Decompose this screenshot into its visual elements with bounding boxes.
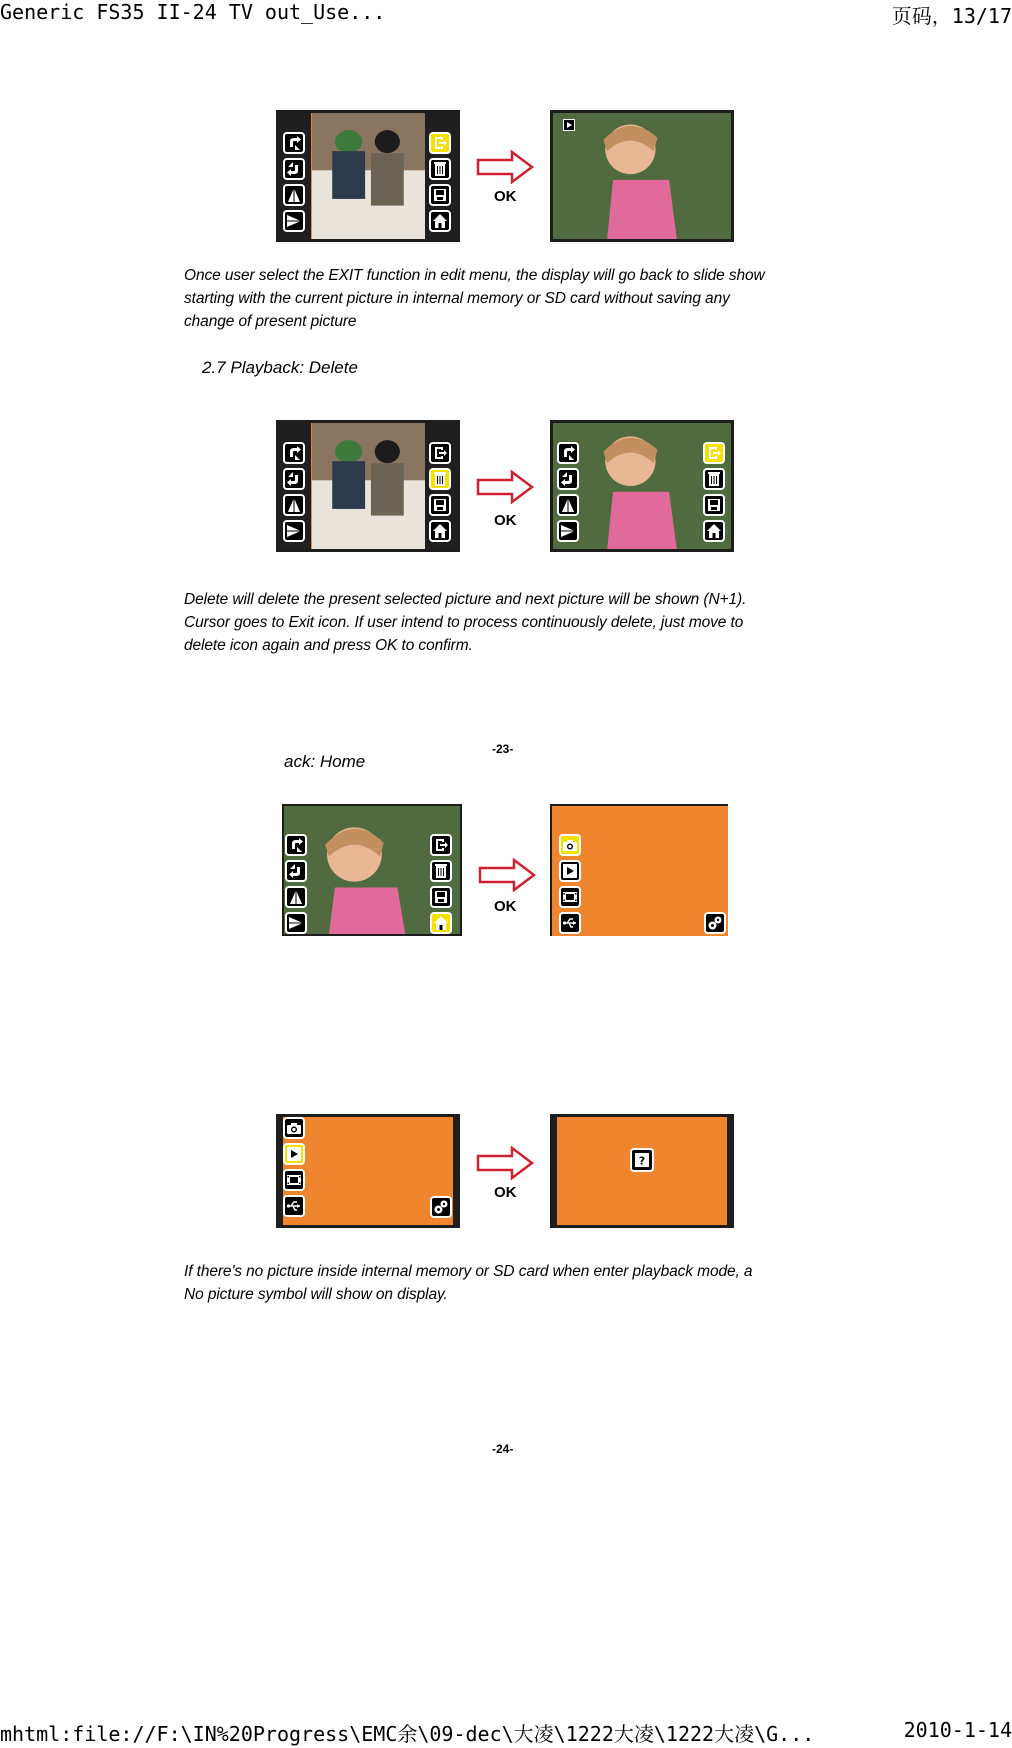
delete-icon <box>429 468 451 490</box>
ok-label: OK <box>494 512 517 529</box>
arrow-right-icon <box>476 470 534 504</box>
arrow-right-icon <box>476 150 534 184</box>
film-icon <box>283 1169 305 1191</box>
rotate-right-icon <box>283 132 305 154</box>
exit-caption: Once user select the EXIT function in edit menu, the display will go back to slide show starting with the current picture in internal memory or SD card without saving any change of present picture <box>184 267 765 330</box>
film-icon <box>559 886 581 908</box>
exit-icon <box>430 834 452 856</box>
ok-label: OK <box>494 898 517 915</box>
save-icon <box>703 494 725 516</box>
page-number-23: -23- <box>492 742 514 756</box>
ok-label: OK <box>494 1184 517 1201</box>
arrow-right-icon <box>476 1146 534 1180</box>
home-icon <box>430 912 452 934</box>
flip-vertical-icon <box>283 184 305 206</box>
arrow-right-icon <box>478 858 536 892</box>
flip-vertical-icon <box>285 886 307 908</box>
save-icon <box>429 184 451 206</box>
flip-horizontal-icon <box>283 520 305 542</box>
save-icon <box>430 886 452 908</box>
delete-icon <box>703 468 725 490</box>
home-icon <box>703 520 725 542</box>
camera-icon <box>559 834 581 856</box>
settings-icon <box>430 1196 452 1218</box>
flip-horizontal-icon <box>557 520 579 542</box>
flip-vertical-icon <box>283 494 305 516</box>
delete-heading: 2.7 Playback: Delete <box>202 358 358 377</box>
exit-icon <box>429 132 451 154</box>
playback-icon <box>283 1143 305 1165</box>
flip-vertical-icon <box>557 494 579 516</box>
rotate-right-icon <box>285 834 307 856</box>
rotate-left-icon <box>283 468 305 490</box>
delete-caption: Delete will delete the present selected picture and next picture will be shown (N+1). Cursor goes to Exit icon. If user intend to process continuously delete, just move to delete icon again and press OK to confirm. <box>184 591 747 654</box>
browser-footer-path: mhtml:file://F:\IN%20Progress\EMC余\09-dec\大凌\1222大凌\1222大凌\G... <box>0 1722 815 1746</box>
home-heading: ack: Home <box>284 752 366 771</box>
exit-icon <box>429 442 451 464</box>
playback-icon <box>559 860 581 882</box>
rotate-right-icon <box>283 442 305 464</box>
play-indicator-icon <box>563 119 575 131</box>
rotate-left-icon <box>557 468 579 490</box>
flip-horizontal-icon <box>283 210 305 232</box>
rotate-left-icon <box>285 860 307 882</box>
delete-icon <box>429 158 451 180</box>
browser-footer-date: 2010-1-14 <box>903 1718 1012 1742</box>
rotate-right-icon <box>557 442 579 464</box>
usb-icon <box>559 912 581 934</box>
home-icon <box>429 520 451 542</box>
delete-icon <box>430 860 452 882</box>
camera-icon <box>283 1117 305 1139</box>
save-icon <box>429 494 451 516</box>
usb-icon <box>283 1195 305 1217</box>
playback-caption: If there's no picture inside internal memory or SD card when enter playback mode, a No picture symbol will show on display. <box>184 1263 753 1303</box>
page-number-24: -24- <box>492 1442 514 1456</box>
exit-after-screen <box>550 110 734 242</box>
settings-icon <box>704 912 726 934</box>
browser-header-title: Generic FS35 II-24 TV out_Use... <box>0 0 386 24</box>
svg-text:?: ? <box>638 1154 646 1168</box>
rotate-left-icon <box>283 158 305 180</box>
flip-horizontal-icon <box>285 912 307 934</box>
home-icon <box>429 210 451 232</box>
no-picture-icon <box>630 1148 654 1172</box>
exit-icon <box>703 442 725 464</box>
browser-header-page: 页码，13/17 <box>891 4 1012 28</box>
ok-label: OK <box>494 188 517 205</box>
